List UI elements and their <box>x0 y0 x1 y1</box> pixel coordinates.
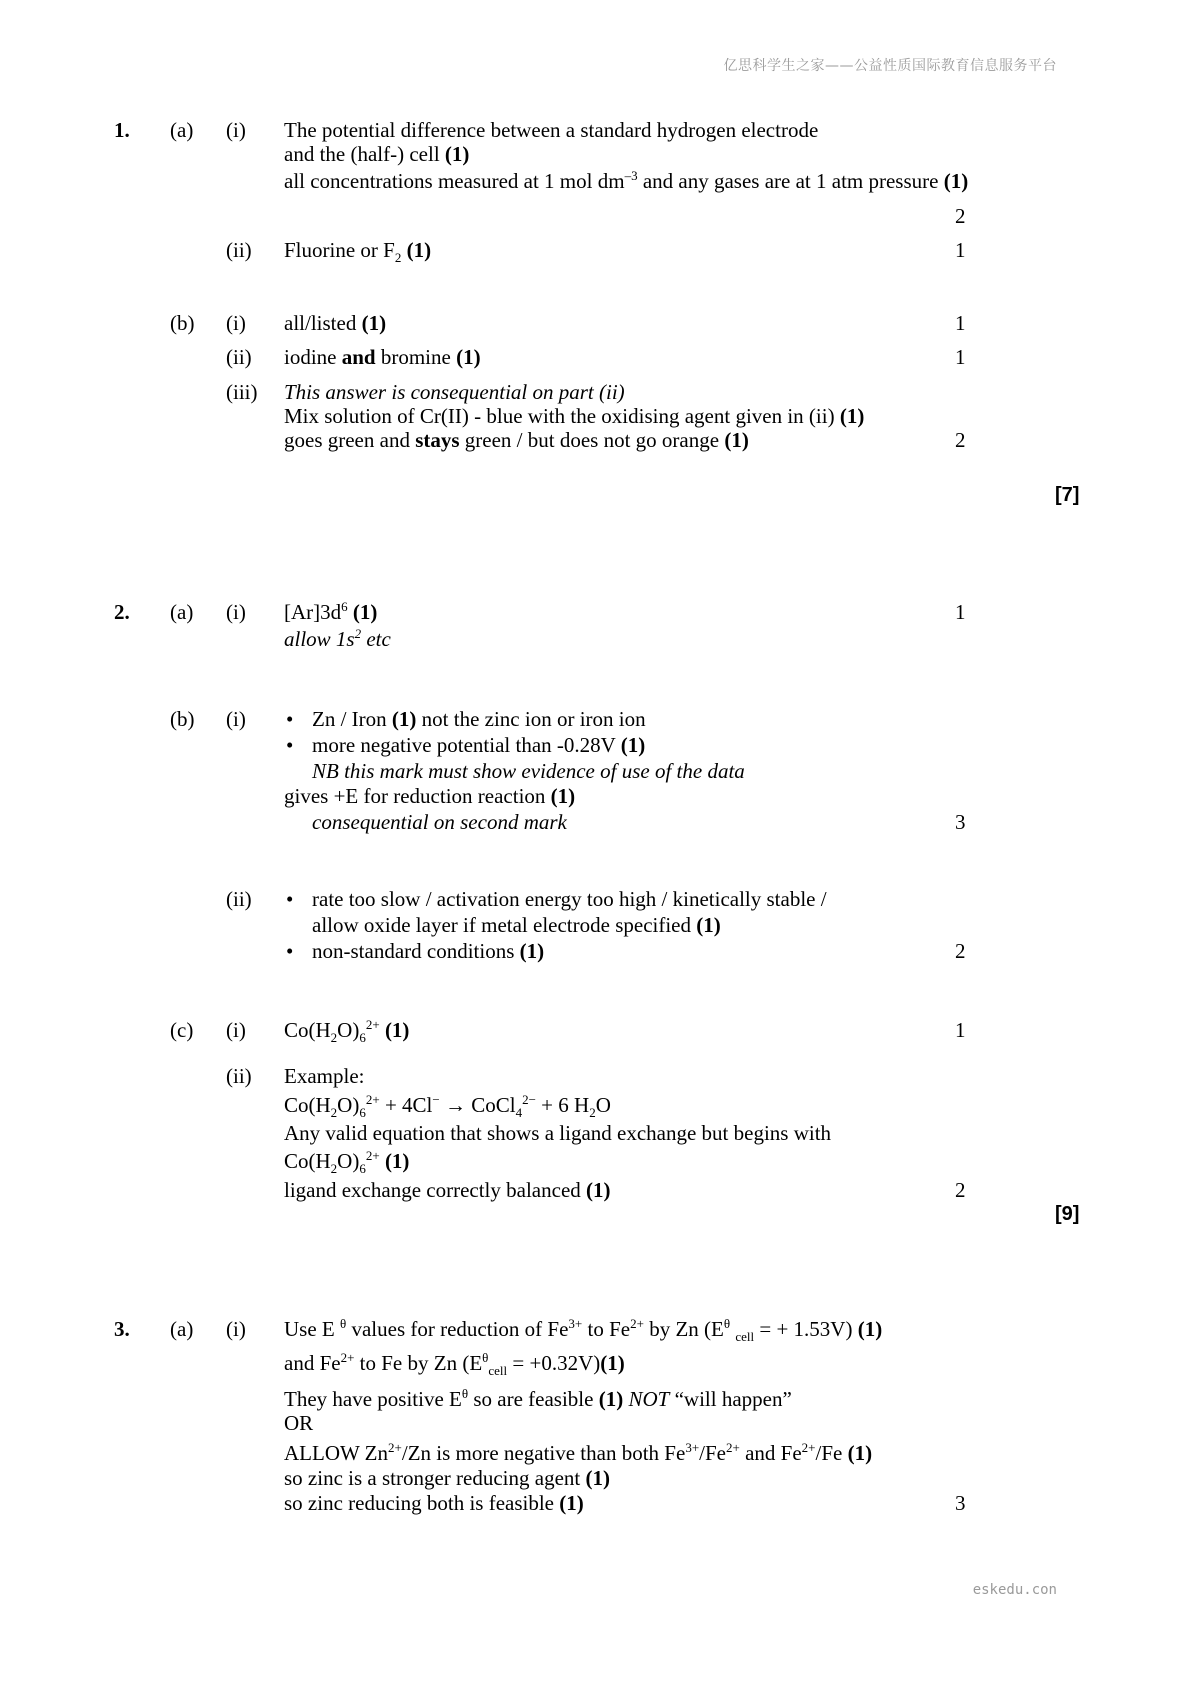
answer-note: This answer is consequential on part (ii) <box>284 380 625 404</box>
subpart-label: (iii) <box>226 380 258 404</box>
answer-text: OR <box>284 1411 314 1435</box>
answer-note: consequential on second mark <box>312 810 567 834</box>
marks-value: 2 <box>955 939 966 963</box>
subpart-label: (ii) <box>226 238 252 262</box>
answer-text: so zinc is a stronger reducing agent (1) <box>284 1466 610 1490</box>
answer-text: Fluorine or $F_2$ (1) <box>284 238 432 265</box>
answer-text: Example: <box>284 1064 365 1088</box>
question-number: 3. <box>114 1317 130 1341</box>
marks-value: 1 <box>955 238 966 262</box>
answer-text: allow oxide layer if metal electrode specified (1) <box>312 913 721 937</box>
part-label: (b) <box>170 707 195 731</box>
answer-text: non-standard conditions (1) <box>312 939 545 963</box>
marks-value: 2 <box>955 428 966 452</box>
part-label: (b) <box>170 311 195 335</box>
answer-text: Any valid equation that shows a ligand exchange but begins with <box>284 1121 832 1145</box>
answer-text: iodine and bromine (1) <box>284 345 481 369</box>
subpart-label: (i) <box>226 1317 246 1341</box>
marks-value: 2 <box>955 204 966 228</box>
subpart-label: (ii) <box>226 345 252 369</box>
bullet-icon: • <box>286 707 294 731</box>
answer-text: and the (half-) cell (1) <box>284 142 470 166</box>
answer-text: ligand exchange correctly balanced (1) <box>284 1178 611 1202</box>
answer-text: gives +E for reduction reaction (1) <box>284 784 576 808</box>
answer-text: so zinc reducing both is feasible (1) <box>284 1491 584 1515</box>
marks-value: 1 <box>955 345 966 369</box>
answer-text: They have positive $E^\theta$ so are feasible (1) NOT “will happen” <box>284 1386 792 1411</box>
answer-text: $Co(H_2O)_6^{2+}$ (1) <box>284 1017 410 1045</box>
answer-text: more negative potential than -0.28V (1) <box>312 733 646 757</box>
marks-value: 3 <box>955 810 966 834</box>
part-label: (a) <box>170 118 194 142</box>
marks-value: 1 <box>955 1018 966 1042</box>
answer-text: Mix solution of Cr(II) - blue with the oxidising agent given in (ii) (1) <box>284 404 865 428</box>
question-number: 1. <box>114 118 130 142</box>
bullet-icon: • <box>286 733 294 757</box>
answer-text: The potential difference between a standard hydrogen electrode <box>284 118 819 142</box>
subpart-label: (i) <box>226 707 246 731</box>
question-number: 2. <box>114 600 130 624</box>
answer-text: rate too slow / activation energy too high / kinetically stable / <box>312 887 827 911</box>
subpart-label: (i) <box>226 118 246 142</box>
subpart-label: (ii) <box>226 1064 252 1088</box>
marks-value: 2 <box>955 1178 966 1202</box>
marks-value: 1 <box>955 600 966 624</box>
footer-site-text: eskedu.con <box>972 1582 1057 1598</box>
answer-text: Zn / Iron (1) not the zinc ion or iron ion <box>312 707 646 731</box>
answer-text: all/listed (1) <box>284 311 387 335</box>
subpart-label: (ii) <box>226 887 252 911</box>
answer-text: $[Ar]3d^6$ (1) <box>284 599 378 624</box>
bullet-icon: • <box>286 887 294 911</box>
answer-text: ALLOW $Zn^{2+}/Zn$ is more negative than both $Fe^{3+}/Fe^{2+}$ and $Fe^{2+}/Fe$ (1) <box>284 1440 873 1465</box>
answer-note: allow $1s^2$ etc <box>284 626 391 651</box>
subpart-label: (i) <box>226 1018 246 1042</box>
answer-text: all concentrations measured at 1 mol $dm^{-3}$ and any gases are at 1 atm pressure (1) <box>284 168 969 193</box>
answer-text: $Co(H_2O)_6^{2+}$ (1) <box>284 1148 410 1176</box>
question-total: [7] <box>1055 484 1080 506</box>
part-label: (c) <box>170 1018 194 1042</box>
subpart-label: (i) <box>226 600 246 624</box>
marks-value: 3 <box>955 1491 966 1515</box>
bullet-icon: • <box>286 939 294 963</box>
marks-value: 1 <box>955 311 966 335</box>
question-total: [9] <box>1055 1203 1080 1225</box>
header-site-text: 亿思科学生之家——公益性质国际教育信息服务平台 <box>723 58 1057 74</box>
part-label: (a) <box>170 1317 194 1341</box>
answer-text: and $Fe^{2+}$ to Fe by Zn $(E^\theta_{cell} = +0.32V)(1)$ <box>284 1350 625 1378</box>
answer-text: Use E $^\theta$ values for reduction of $Fe^{3+}$ to $Fe^{2+}$ by Zn ($E^\theta$ $_{cell}$ = + 1.53V) (1) <box>284 1316 883 1344</box>
equation: $Co(H_2O)_6^{2+} + 4Cl^-$ → CoCl$_4^{2-}$ + 6 $H_2O$ <box>284 1092 611 1120</box>
answer-note: NB this mark must show evidence of use of the data <box>312 759 745 783</box>
subpart-label: (i) <box>226 311 246 335</box>
part-label: (a) <box>170 600 194 624</box>
answer-text: goes green and stays green / but does not go orange (1) <box>284 428 749 452</box>
